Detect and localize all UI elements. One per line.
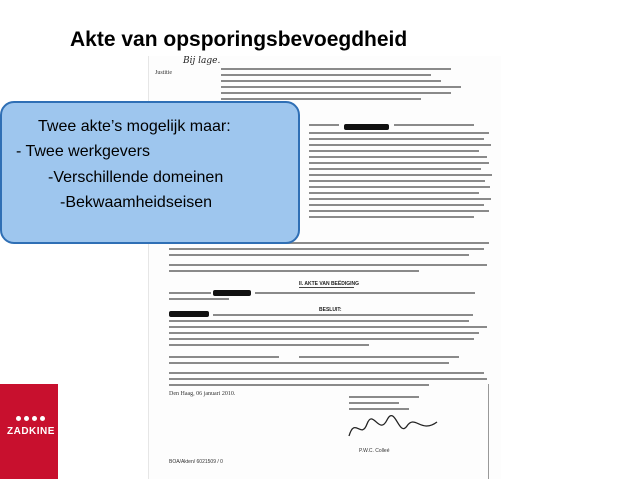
callout-line-1: Twee akte’s mogelijk maar: (38, 118, 231, 135)
callout-line-4: -Bekwaamheidseisen (60, 194, 213, 211)
logo-text: ZADKINE (7, 426, 55, 437)
document-reference: BOA/Akten/ 6021509 / 0 (169, 459, 223, 465)
callout-line-2: - Twee werkgevers (16, 143, 150, 160)
callout-line-3: -Verschillende domeinen (48, 169, 224, 186)
date-line: Den Haag, 06 januari 2010. (169, 391, 236, 397)
akte-heading: II. AKTE VAN BEËDIGING (299, 281, 360, 287)
signatory-name: P.W.C. Colleé (359, 448, 390, 454)
zadkine-logo (0, 384, 58, 479)
signature-scribble (345, 414, 445, 444)
handwritten-note: Bij lage. (183, 56, 221, 66)
justitie-mark: Justitie (155, 70, 173, 76)
divider (488, 384, 489, 479)
besluit-heading: BESLUIT: (319, 307, 342, 313)
callout-box (0, 101, 300, 244)
logo-dots-icon (16, 416, 45, 421)
slide-title: Akte van opsporingsbevoegdheid (70, 28, 408, 51)
